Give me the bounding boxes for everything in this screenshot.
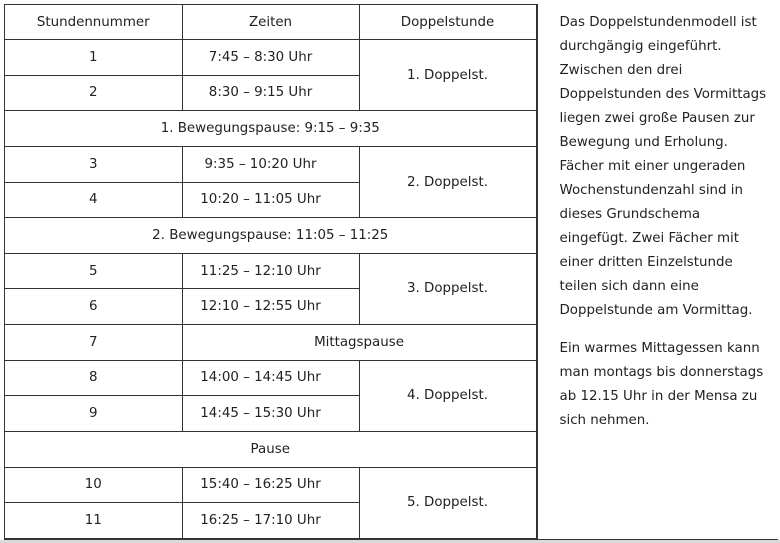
lesson-time: 14:00 – 14:45 Uhr <box>182 360 359 396</box>
lesson-number: 11 <box>5 503 182 539</box>
info-paragraph-lunch: Ein warmes Mittagessen kann man montags bis donnerstags ab 12.15 Uhr in der Mensa zu sich nehmen. <box>559 341 764 428</box>
lesson-time: 12:10 – 12:55 Uhr <box>182 289 359 325</box>
table-row <box>5 253 536 289</box>
lesson-number: 6 <box>5 289 182 325</box>
double-lesson-label: 2. Doppelst. <box>359 146 536 217</box>
lesson-number: 7 <box>5 325 182 361</box>
table-row <box>5 467 536 503</box>
lesson-time: 8:30 – 9:15 Uhr <box>182 75 359 111</box>
header-row <box>5 5 536 40</box>
lesson-time: 9:35 – 10:20 Uhr <box>182 146 359 182</box>
lesson-number: 10 <box>5 467 182 503</box>
lesson-number: 4 <box>5 182 182 218</box>
lesson-number: 3 <box>5 146 182 182</box>
info-paragraph-double-lessons: Das Doppelstundenmodell ist durchgängig eingeführt. Zwischen den drei Doppelstunden des Vormittags liegen zwei große Pausen zur Bewegung und Erholung. Fächer mit einer ungeraden Wochenstundenzahl sind in dieses Grundschema eingefügt. Zwei Fächer mit einer dritten Einzelstunde teilen sich dann eine Doppelstunde am Vormittag. <box>559 15 767 318</box>
break-row <box>5 111 536 147</box>
lesson-number: 8 <box>5 360 182 396</box>
lesson-number: 9 <box>5 396 182 432</box>
break-row <box>5 431 536 467</box>
table-row <box>5 40 536 76</box>
lesson-number: 2 <box>5 75 182 111</box>
header-stundennummer: Stundennummer <box>5 5 182 40</box>
break-label: Pause <box>5 431 536 467</box>
header-doppelstunde: Doppelstunde <box>359 5 536 40</box>
table-row <box>5 146 536 182</box>
lesson-time: 7:45 – 8:30 Uhr <box>182 40 359 76</box>
lesson-number: 1 <box>5 40 182 76</box>
break-label: 1. Bewegungspause: 9:15 – 9:35 <box>5 111 536 147</box>
table-row <box>5 360 536 396</box>
lesson-time: 15:40 – 16:25 Uhr <box>182 467 359 503</box>
lesson-time: 14:45 – 15:30 Uhr <box>182 396 359 432</box>
double-lesson-label: 3. Doppelst. <box>359 253 536 324</box>
break-label: 2. Bewegungspause: 11:05 – 11:25 <box>5 218 536 254</box>
schedule-layout <box>4 4 778 540</box>
double-lesson-label: 4. Doppelst. <box>359 360 536 431</box>
lesson-time: 11:25 – 12:10 Uhr <box>182 253 359 289</box>
schedule-table <box>5 4 537 539</box>
lesson-number: 5 <box>5 253 182 289</box>
info-text-panel <box>537 4 779 539</box>
double-lesson-label: 1. Doppelst. <box>359 40 536 111</box>
header-zeiten: Zeiten <box>182 5 359 40</box>
break-row <box>5 218 536 254</box>
double-lesson-label: 5. Doppelst. <box>359 467 536 538</box>
lunch-break-label: Mittagspause <box>182 325 536 361</box>
table-row <box>5 325 536 361</box>
lesson-time: 10:20 – 11:05 Uhr <box>182 182 359 218</box>
lesson-time: 16:25 – 17:10 Uhr <box>182 503 359 539</box>
